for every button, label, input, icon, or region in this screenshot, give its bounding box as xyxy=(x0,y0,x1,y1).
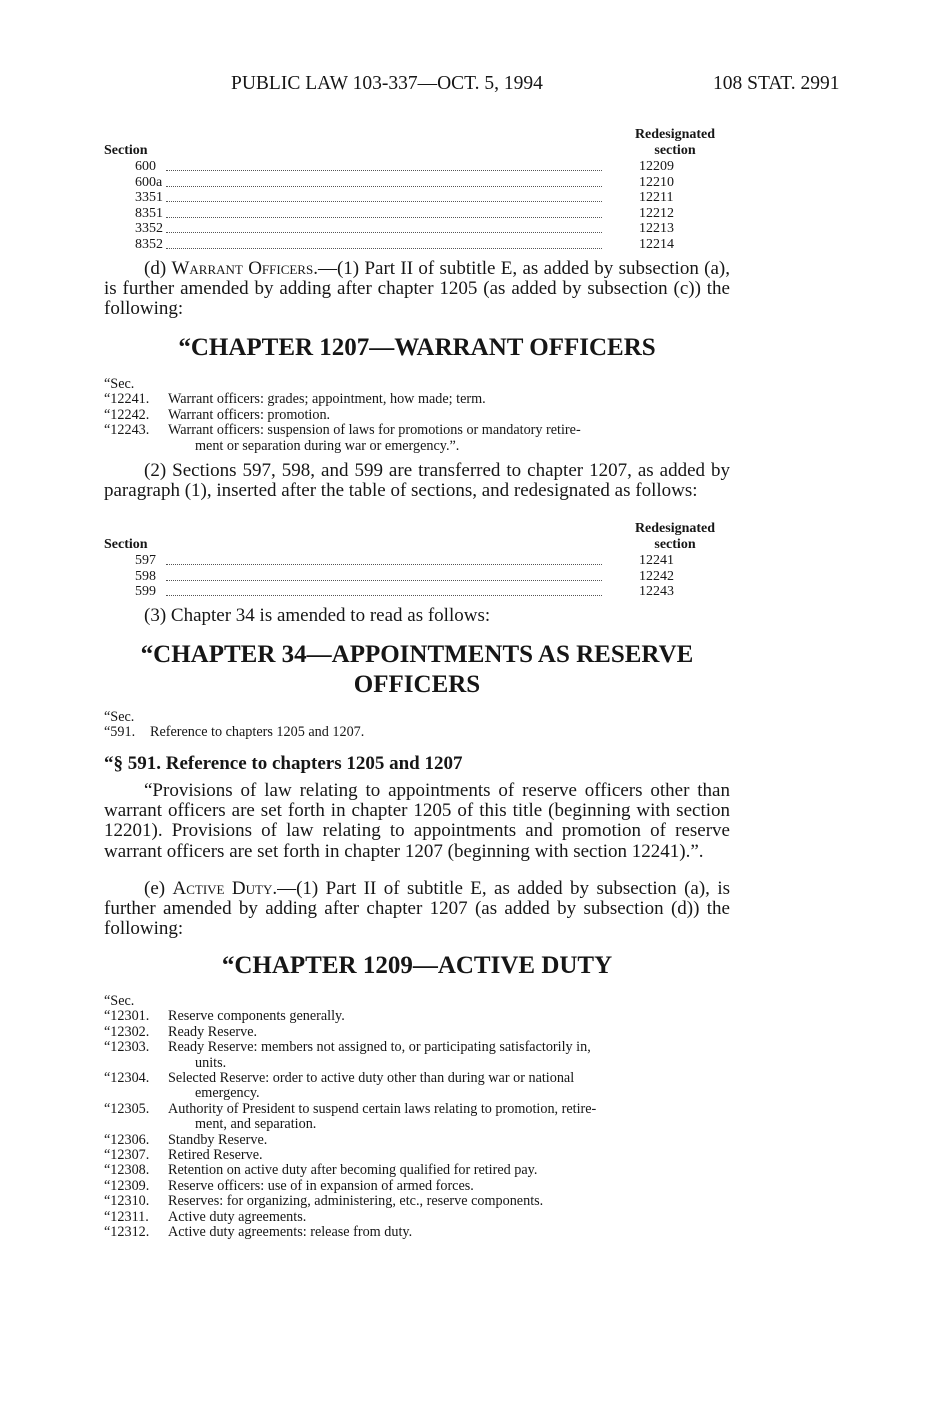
paragraph-e-active-duty: (e) Active Duty.—(1) Part II of subtitle E, as added by subsection (a), is further amended by adding after chapter 1207 (as added by subsection (d)) the following: xyxy=(104,878,730,940)
section-591-heading: “§ 591. Reference to chapters 1205 and 1207 xyxy=(104,753,463,774)
table-header xyxy=(104,125,730,159)
table-row: 3352 12213 xyxy=(135,221,674,237)
column-header-redesignated: Redesignated section xyxy=(634,127,716,158)
paragraph-d-warrant-officers: (d) Warrant Officers.—(1) Part II of subtitle E, as added by subsection (a), is further amended by adding after chapter 1205 (as added by subsection (c)) the following: xyxy=(104,258,730,320)
running-header-right: 108 STAT. 2991 xyxy=(713,73,840,94)
list-item: “12310. Reserves: for organizing, administering, etc., reserve components. xyxy=(104,1193,544,1210)
column-header-redesignated: Redesignated section xyxy=(634,521,716,552)
chapter-34-title: “CHAPTER 34—APPOINTMENTS AS RESERVE OFFICERS xyxy=(140,641,694,698)
sec-label: “Sec. xyxy=(104,376,135,392)
list-item: “12305. Authority of President to suspend certain laws relating to promotion, retire- ment, and separation. xyxy=(104,1100,597,1133)
chapter-34-table-of-sections xyxy=(104,710,730,741)
list-item: “12306. Standby Reserve. xyxy=(104,1131,268,1148)
list-item: “12303. Ready Reserve: members not assigned to, or participating satisfactorily in, units. xyxy=(104,1039,591,1071)
list-item: “12302. Ready Reserve. xyxy=(104,1023,258,1040)
section-591-text: “Provisions of law relating to appointments of reserve officers other than warrant officers are set forth in chapter 1205 of this title (beginning with section 12201). Provisions of law relating to appointments and promotion of reserve warrant officers are set forth in chapter 1207 (beginning with section 12241).”. xyxy=(104,780,730,862)
list-item: “12307. Retired Reserve. xyxy=(104,1147,263,1164)
chapter-1209-title: “CHAPTER 1209—ACTIVE DUTY xyxy=(221,952,613,979)
list-item: “12312. Active duty agreements: release from duty. xyxy=(104,1224,413,1241)
chapter-1207-table-of-sections xyxy=(104,377,730,454)
column-header-section: Section xyxy=(104,143,148,158)
table-row: 8352 12214 xyxy=(135,236,674,252)
sec-label: “Sec. xyxy=(104,993,135,1009)
table-row: 597 12241 xyxy=(135,553,674,568)
table-row: 600a 12210 xyxy=(135,174,674,190)
paragraph-d-3: (3) Chapter 34 is amended to read as follows: xyxy=(144,605,491,626)
redesignation-table-1 xyxy=(104,125,730,253)
list-item: “12241. Warrant officers: grades; appointment, how made; term. xyxy=(104,391,486,408)
chapter-1209-table-of-sections xyxy=(104,994,730,1241)
table-header xyxy=(104,519,730,553)
paragraph-d-2: (2) Sections 597, 598, and 599 are transferred to chapter 1207, as added by paragraph (1), inserted after the table of sections, and redesignated as follows: xyxy=(104,460,730,502)
list-item: “12311. Active duty agreements. xyxy=(104,1208,307,1225)
list-item: “12309. Reserve officers: use of in expansion of armed forces. xyxy=(104,1177,474,1194)
list-item: “12242. Warrant officers: promotion. xyxy=(104,406,331,423)
table-row: 600 12209 xyxy=(135,159,674,174)
column-header-section: Section xyxy=(104,537,148,552)
list-item: “591. Reference to chapters 1205 and 1207. xyxy=(104,724,365,741)
table-row: 598 12242 xyxy=(135,568,674,584)
sec-label: “Sec. xyxy=(104,709,135,725)
list-item: “12243. Warrant officers: suspension of laws for promotions or mandatory retire- ment or separation during war or emergency.”. xyxy=(104,422,581,454)
table-row: 3351 12211 xyxy=(135,190,674,206)
chapter-1207-title: “CHAPTER 1207—WARRANT OFFICERS xyxy=(178,334,656,361)
list-item: “12304. Selected Reserve: order to active duty other than during war or national emergency. xyxy=(104,1070,575,1102)
list-item: “12308. Retention on active duty after becoming qualified for retired pay. xyxy=(104,1162,538,1179)
table-row: 8351 12212 xyxy=(135,205,674,221)
table-row: 599 12243 xyxy=(135,584,674,600)
redesignation-table-2 xyxy=(104,519,730,600)
running-header-left: PUBLIC LAW 103-337—OCT. 5, 1994 xyxy=(231,73,543,94)
list-item: “12301. Reserve components generally. xyxy=(104,1008,345,1025)
